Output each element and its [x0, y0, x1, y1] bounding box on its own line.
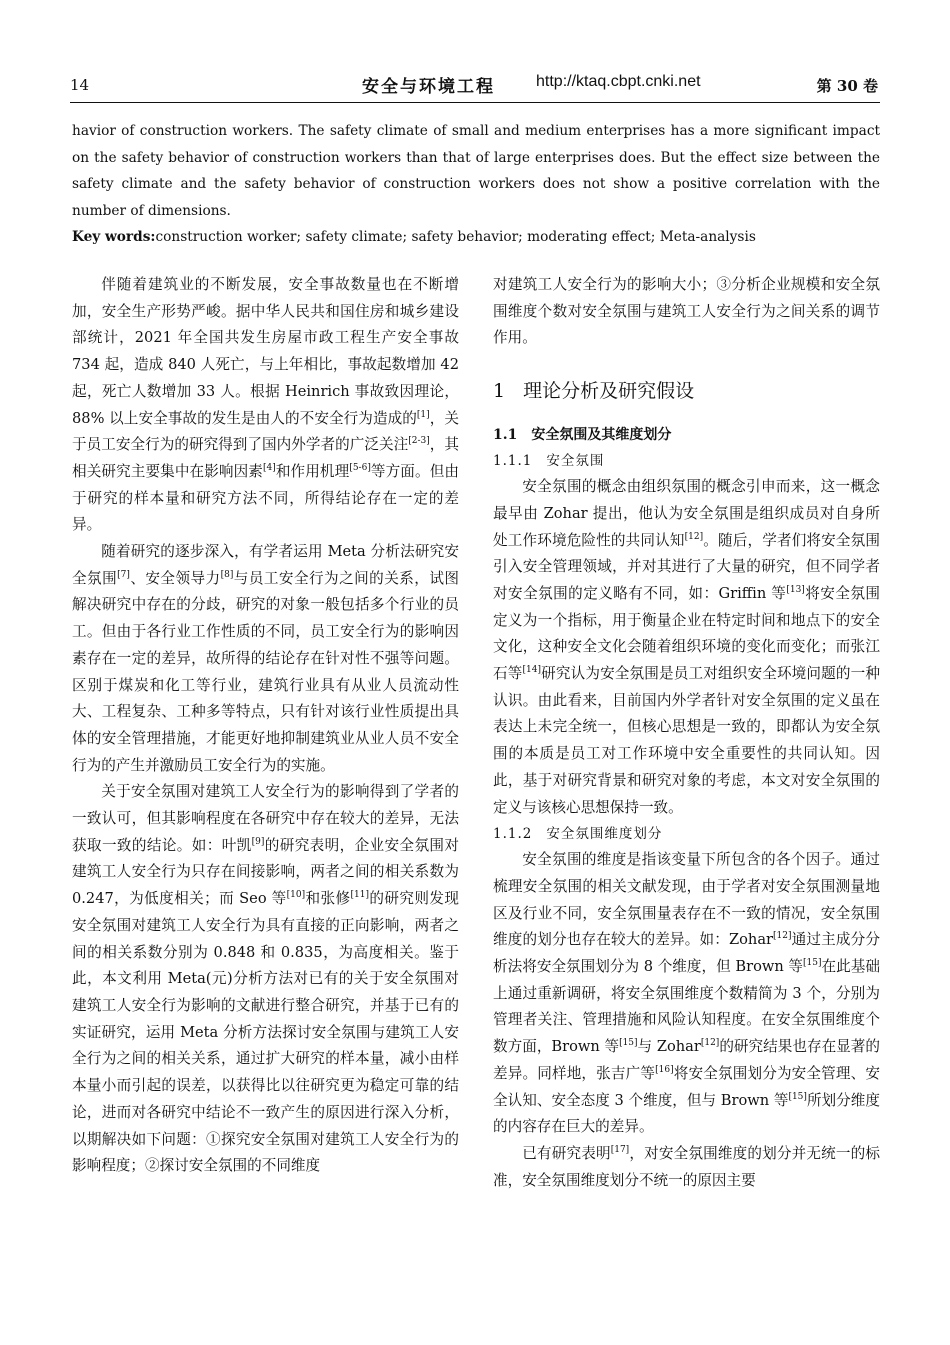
- citation[interactable]: [2-3]: [408, 436, 430, 447]
- citation[interactable]: [5-6]: [349, 462, 371, 473]
- paragraph: 伴随着建筑业的不断发展，安全事故数量也在不断增加，安全生产形势严峻。据中华人民共和国住房和城乡建设部统计，2021 年全国共发生房屋市政工程生产安全事故 734 起，造成 840 人死亡，与上年相比，事故起数增加 42 起，死亡人数增加 33 人。根据 Heinrich 事故致因理论，88% 以上安全事故的发生是由人的不安全行为造成的[1]，关于员工安全行为的研究得到了国内外学者的广泛关注[2-3]，其相关研究主要集中在影响因素[4]和作用机理[5-6]等方面。但由于研究的样本量和研究方法不同，所得结论存在一定的差异。: [72, 276, 459, 534]
- citation[interactable]: [10]: [286, 890, 306, 901]
- citation[interactable]: [15]: [619, 1038, 638, 1049]
- citation[interactable]: [12]: [700, 1038, 720, 1049]
- citation[interactable]: [1]: [416, 409, 430, 420]
- citation[interactable]: [12]: [684, 531, 704, 542]
- journal-title: 安全与环境工程: [362, 77, 495, 97]
- citation[interactable]: [13]: [786, 584, 805, 595]
- paragraph: 安全氛围的概念由组织氛围的概念引申而来，这一概念最早由 Zohar 提出，他认为安全氛围是组织成员对自身所处工作环境危险性的共同认知[12]。随后，学者们将安全氛围引入安全管理领域，并对其进行了大量的研究，但不同学者对安全氛围的定义略有不同，如：Griffin 等[13]将安全氛围定义为一个指标，用于衡量企业在特定时间和地点下的安全文化，这种安全文化会随着组织环境的变化而变化；而张江石等[14]研究认为安全氛围是员工对组织安全环境问题的一种认识。由此看来，目前国内外学者针对安全氛围的定义虽在表达上未完全统一，但核心思想是一致的，即都认为安全氛围的本质是员工对工作环境中安全重要性的共同认知。因此，基于对研究背景和研究对象的考虑，本文对安全氛围的定义与该核心思想保持一致。: [493, 478, 880, 816]
- citation[interactable]: [7]: [117, 569, 130, 580]
- citation[interactable]: [9]: [251, 836, 265, 847]
- citation[interactable]: [14]: [522, 665, 541, 676]
- paragraph: 对建筑工人安全行为的影响大小；③分析企业规模和安全氛围维度个数对安全氛围与建筑工人安全行为之间关系的调节作用。: [493, 276, 880, 347]
- subsubsection-heading: 1.1.1 安全氛围: [493, 453, 605, 470]
- paragraph: 已有研究表明[17]，对安全氛围维度的划分并无统一的标准，安全氛围维度划分不统一的原因主要: [493, 1144, 880, 1189]
- abstract-text: havior of construction workers. The safety climate of small and medium enterprises has a more significant impact on the safety behavior of construction workers than that of large enterprises does. But the effect size between the safety climate and the safety behavior of construction workers does not show a positive correlation with the number of dimensions.: [72, 123, 880, 219]
- citation[interactable]: [15]: [803, 958, 822, 969]
- citation[interactable]: [11]: [350, 890, 369, 901]
- journal-url[interactable]: http://ktaq.cbpt.cnki.net: [536, 73, 701, 90]
- citation[interactable]: [8]: [220, 569, 234, 580]
- citation[interactable]: [12]: [773, 931, 792, 942]
- citation[interactable]: [4]: [263, 462, 276, 473]
- paragraph: 安全氛围的维度是指该变量下所包含的各个因子。通过梳理安全氛围的相关文献发现，由于学者对安全氛围测量地区及行业不同，安全氛围量表存在不一致的情况，安全氛围维度的划分也存在较大的差异。如：Zohar[12]通过主成分分析法将安全氛围划分为 8 个维度，但 Brown 等[15]在此基础上通过重新调研，将安全氛围维度个数精简为 3 个，分别为管理者关注、管理措施和风险认知程度。在安全氛围维度个数方面，Brown 等[15]与 Zohar[12]的研究结果也存在显著的差异。同样地，张吉广等[16]将安全氛围划分为安全管理、安全认知、安全态度 3 个维度，但与 Brown 等[15]所划分维度的内容存在巨大的差异。: [493, 851, 880, 1136]
- citation[interactable]: [15]: [788, 1091, 807, 1102]
- citation[interactable]: [17]: [610, 1144, 630, 1155]
- subsection-heading: 1.1 安全氛围及其维度划分: [493, 427, 672, 444]
- right-column: [493, 272, 880, 1194]
- page-number: 14: [70, 76, 90, 94]
- paragraph: 随着研究的逐步深入，有学者运用 Meta 分析法研究安全氛围[7]、安全领导力[8]与员工安全行为之间的关系，试图解决研究中存在的分歧，研究的对象一般包括多个行业的员工。但由于各行业工作性质的不同，员工安全行为的影响因素存在一定的差异，故所得的结论存在针对性不强等问题。区别于煤炭和化工等行业，建筑行业具有从业人员流动性大、工程复杂、工种多等特点，只有针对该行业性质提出具体的安全管理措施，才能更好地抑制建筑业从业人员不安全行为的产生并激励员工安全行为的实施。: [72, 543, 459, 774]
- subsubsection-heading: 1.1.2 安全氛围维度划分: [493, 826, 663, 843]
- keywords-label: Key words:: [72, 229, 156, 245]
- paragraph: 关于安全氛围对建筑工人安全行为的影响得到了学者的一致认可，但其影响程度在各研究中存在较大的差异，无法获取一致的结论。如：叶凯[9]的研究表明，企业安全氛围对建筑工人安全行为只存在间接影响，两者之间的相关系数为 0.247，为低度相关；而 Seo 等[10]和张修[11]的研究则发现安全氛围对建筑工人安全行为具有直接的正向影响，两者之间的相关系数分别为 0.848 和 0.835，为高度相关。鉴于此，本文利用 Meta(元)分析方法对已有的关于安全氛围对建筑工人安全行为影响的文献进行整合研究，并基于已有的实证研究，运用 Meta 分析方法探讨安全氛围与建筑工人安全行为之间的相关关系，通过扩大研究的样本量，减小由样本量小而引起的误差，以获得比以往研究更为稳定可靠的结论，进而对各研究中结论不一致产生的原因进行深入分析，以期解决如下问题：①探究安全氛围对建筑工人安全行为的影响程度；②探讨安全氛围的不同维度: [72, 783, 459, 1175]
- citation[interactable]: [16]: [655, 1064, 674, 1075]
- keywords-list: construction worker; safety climate; safety behavior; moderating effect; Meta-analysis: [155, 229, 756, 245]
- page-header: [70, 70, 880, 103]
- abstract-continuation: [72, 118, 880, 251]
- left-column: [72, 272, 459, 1180]
- section-heading: 1 理论分析及研究假设: [493, 380, 695, 403]
- keywords-line: [72, 224, 880, 251]
- volume-label: 第 30 卷: [816, 77, 878, 95]
